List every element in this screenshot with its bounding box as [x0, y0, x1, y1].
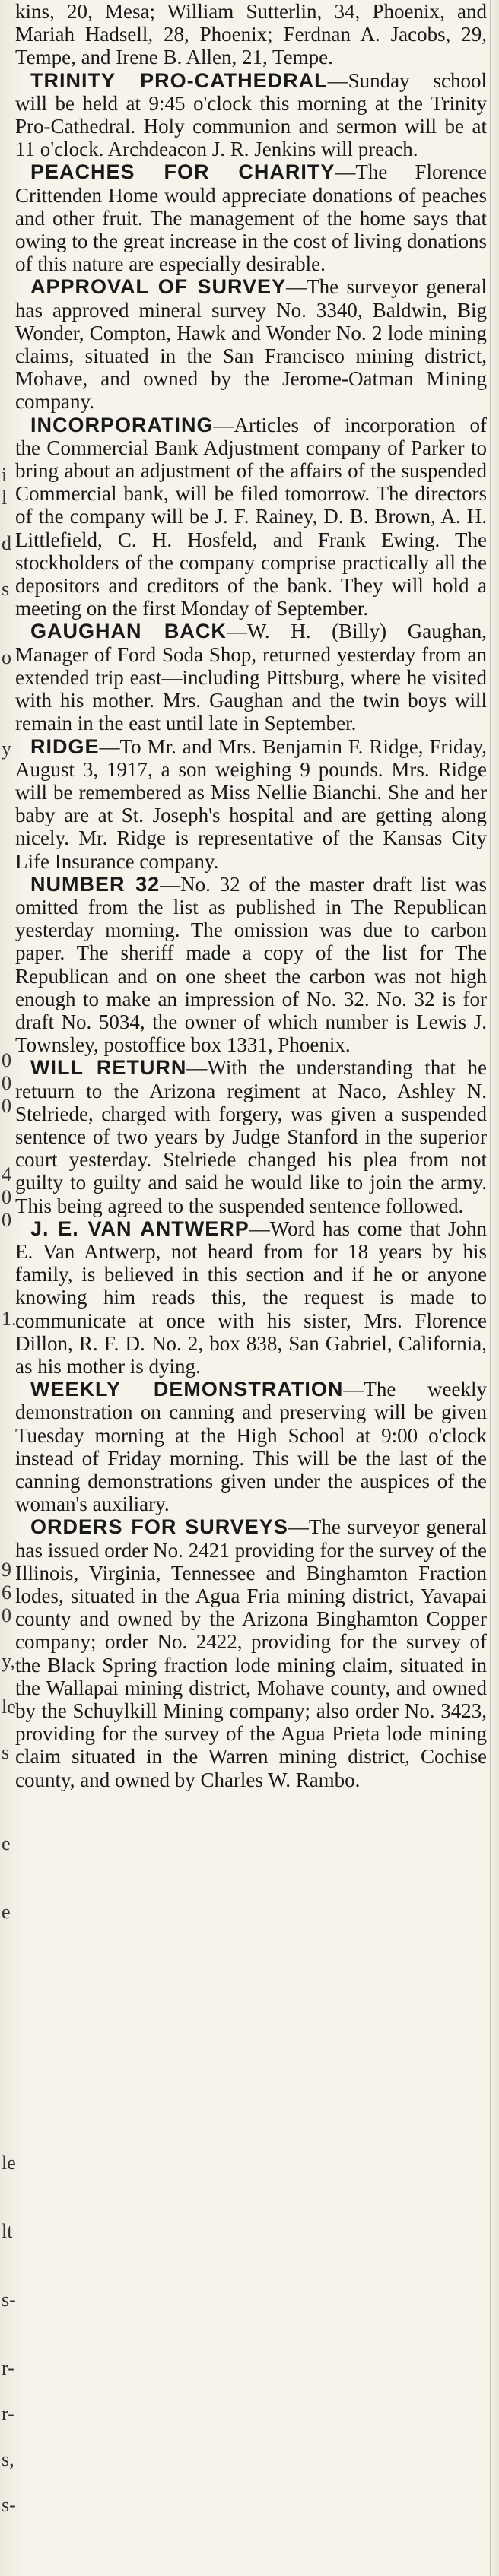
gutter-mark: 6 [2, 1581, 11, 1604]
article-body: —The weekly demonstration on canning and preserving will be given Tuesday morning at the High School at 9:00 o'clock instead of Friday morning. This will be the last of the canning demonstrations given under the auspices of the woman's auxiliary. [15, 1378, 487, 1516]
gutter-mark: 1. [2, 1308, 17, 1330]
article-headline: ORDERS FOR SURVEYS [30, 1515, 288, 1539]
intro-paragraph: kins, 20, Mesa; William Sutterlin, 34, Phoenix, and Mariah Hadsell, 28, Phoenix; Ferdnan A. Jacobs, 29, Tempe, and Irene B. Allen, 21, Tempe. [15, 0, 487, 69]
article-headline: WEEKLY DEMONSTRATION [30, 1378, 344, 1401]
gutter-mark: lt [2, 2220, 13, 2242]
article-gaughan-back [15, 620, 487, 734]
article-will-return [15, 1056, 487, 1217]
article-orders-for-surveys [15, 1515, 487, 1791]
gutter-mark: d [2, 532, 11, 554]
gutter-mark: s, [2, 2448, 14, 2470]
article-body: —Sunday school will be held at 9:45 o'clock this morning at the Trinity Pro-Cathedral. Holy communion and sermon will be at 11 o'clock. Archdeacon J. R. Jenkins will preach. [15, 68, 487, 161]
gutter-mark: s- [2, 2494, 16, 2516]
gutter-mark: s [2, 578, 10, 600]
gutter-mark: s- [2, 2289, 16, 2311]
article-van-antwerp [15, 1217, 487, 1378]
article-headline: J. E. VAN ANTWERP [30, 1217, 249, 1240]
article-body: —To Mr. and Mrs. Benjamin F. Ridge, Friday, August 3, 1917, a son weighing 9 pounds. Mrs. Ridge will be remembered as Miss Nellie Bianchi. She and her baby are at St. Joseph's hospital and are getting along nicely. Mr. Ridge is representative of the Kansas City Life Insurance company. [15, 734, 487, 873]
gutter-mark: 0 [2, 1049, 11, 1071]
gutter-mark: i [2, 464, 8, 486]
article-body: —Articles of incorporation of the Commercial Bank Adjustment company of Parker to bring about an adjustment of the affairs of the suspended Commercial bank, will be filed tomorrow. The directors of the company will be J. F. Rainey, D. B. Brown, A. H. Littlefield, C. H. Hosfeld, and Frank Ewing. The stockholders of the company comprise practically all the depositors and creditors of the bank. They will hold a meeting on the first Monday of September. [15, 413, 487, 620]
gutter-mark: le [2, 1696, 16, 1718]
gutter-mark: le [2, 2152, 16, 2174]
article-headline: TRINITY PRO-CATHEDRAL [30, 68, 328, 92]
article-body: —The surveyor general has approved mineral survey No. 3340, Baldwin, Big Wonder, Compton, Hawk and Wonder No. 2 lode mining claims, situated in the San Francisco mining district, Mohave, and owned by the Jerome-Oatman Mining company. [15, 275, 487, 414]
gutter-mark: 0 [2, 1209, 11, 1231]
gutter-mark: 9 [2, 1559, 11, 1581]
article-approval-of-survey [15, 275, 487, 413]
gutter-mark: 4 [2, 1163, 11, 1185]
article-body: —W. H. (Billy) Gaughan, Manager of Ford Soda Shop, returned yesterday from an extended trip east—including Pittsburg, where he visited with his mother. Mrs. Gaughan and the twin boys will remain in the east until late in September. [15, 620, 487, 735]
gutter-mark: r- [2, 2357, 14, 2379]
gutter-mark: 0 [2, 1095, 11, 1117]
left-gutter-fragments [0, 0, 17, 2576]
gutter-mark: 0 [2, 1072, 11, 1094]
gutter-mark: r- [2, 2403, 14, 2425]
article-headline: WILL RETURN [30, 1056, 187, 1080]
gutter-mark: s [2, 1741, 10, 1763]
column-rule [490, 0, 491, 2576]
article-incorporating [15, 414, 487, 620]
news-column [15, 0, 487, 1791]
gutter-mark: l [2, 487, 8, 509]
gutter-mark: e [2, 1832, 11, 1854]
article-body: —With the understanding that he retuurn to the Arizona regiment at Naco, Ashley N. Stelriede, charged with forgery, was given a suspended sentence of two years by Judge Stanford in the superior court yesterday. Stelriede changed his plea from not guilty to guilty and said he would like to join the army. This being agreed to the suspended sentence followed. [15, 1056, 487, 1217]
gutter-mark: e [2, 1901, 11, 1923]
article-headline: PEACHES FOR CHARITY [30, 160, 335, 184]
article-headline: GAUGHAN BACK [30, 620, 227, 643]
article-number-32 [15, 873, 487, 1057]
article-weekly-demonstration [15, 1378, 487, 1515]
gutter-mark: y [2, 738, 11, 760]
gutter-mark: 0 [2, 1604, 11, 1626]
article-headline: RIDGE [30, 734, 100, 758]
article-headline: INCORPORATING [30, 413, 214, 436]
article-ridge [15, 735, 487, 873]
gutter-mark: 0 [2, 1186, 11, 1208]
article-peaches-for-charity [15, 160, 487, 275]
gutter-mark: y, [2, 1650, 15, 1672]
article-trinity-pro-cathedral [15, 69, 487, 161]
gutter-mark: o [2, 646, 11, 668]
article-body: —No. 32 of the master draft list was omitted from the list as published in The Republican yesterday morning. The omission was due to carbon paper. The sheriff made a copy of the list for The Republican and on one sheet the carbon was not high enough to make an impression of No. 32. No. 32 is for draft No. 5034, the owner of which number is Lewis J. Townsley, postoffice box 1331, Phoenix. [15, 872, 488, 1057]
article-headline: NUMBER 32 [30, 872, 161, 896]
article-body: —The surveyor general has issued order No. 2421 providing for the survey of the Illinois, Virginia, Tennessee and Binghamton Fraction lodes, situated in the Agua Fria mining district, Yavapai county and owned by the Arizona Binghamton Copper company; order No. 2422, providing for the survey of the Black Spring fraction lode mining claim, situated in the Wallapai mining district, Mohave county, and owned by the Schuylkill Mining company; also order No. 3423, providing for the survey of the Agua Prieta lode mining claim situated in the Warren mining district, Cochise county, and owned by Charles W. Rambo. [15, 1515, 487, 1791]
article-headline: APPROVAL OF SURVEY [30, 275, 287, 299]
article-body: —Word has come that John E. Van Antwerp, not heard from for 18 years by his family, is believed in this section and if he or anyone knowing him reads this, the request is made to communicate at once with his sister, Mrs. Florence Dillon, R. F. D. No. 2, box 838, San Gabriel, California, as his mother is dying. [15, 1217, 487, 1378]
article-body: —The Florence Crittenden Home would appreciate donations of peaches and other fruit. The management of the home says that owing to the great increase in the cost of living donations of this nature are especially desirable. [15, 160, 488, 276]
